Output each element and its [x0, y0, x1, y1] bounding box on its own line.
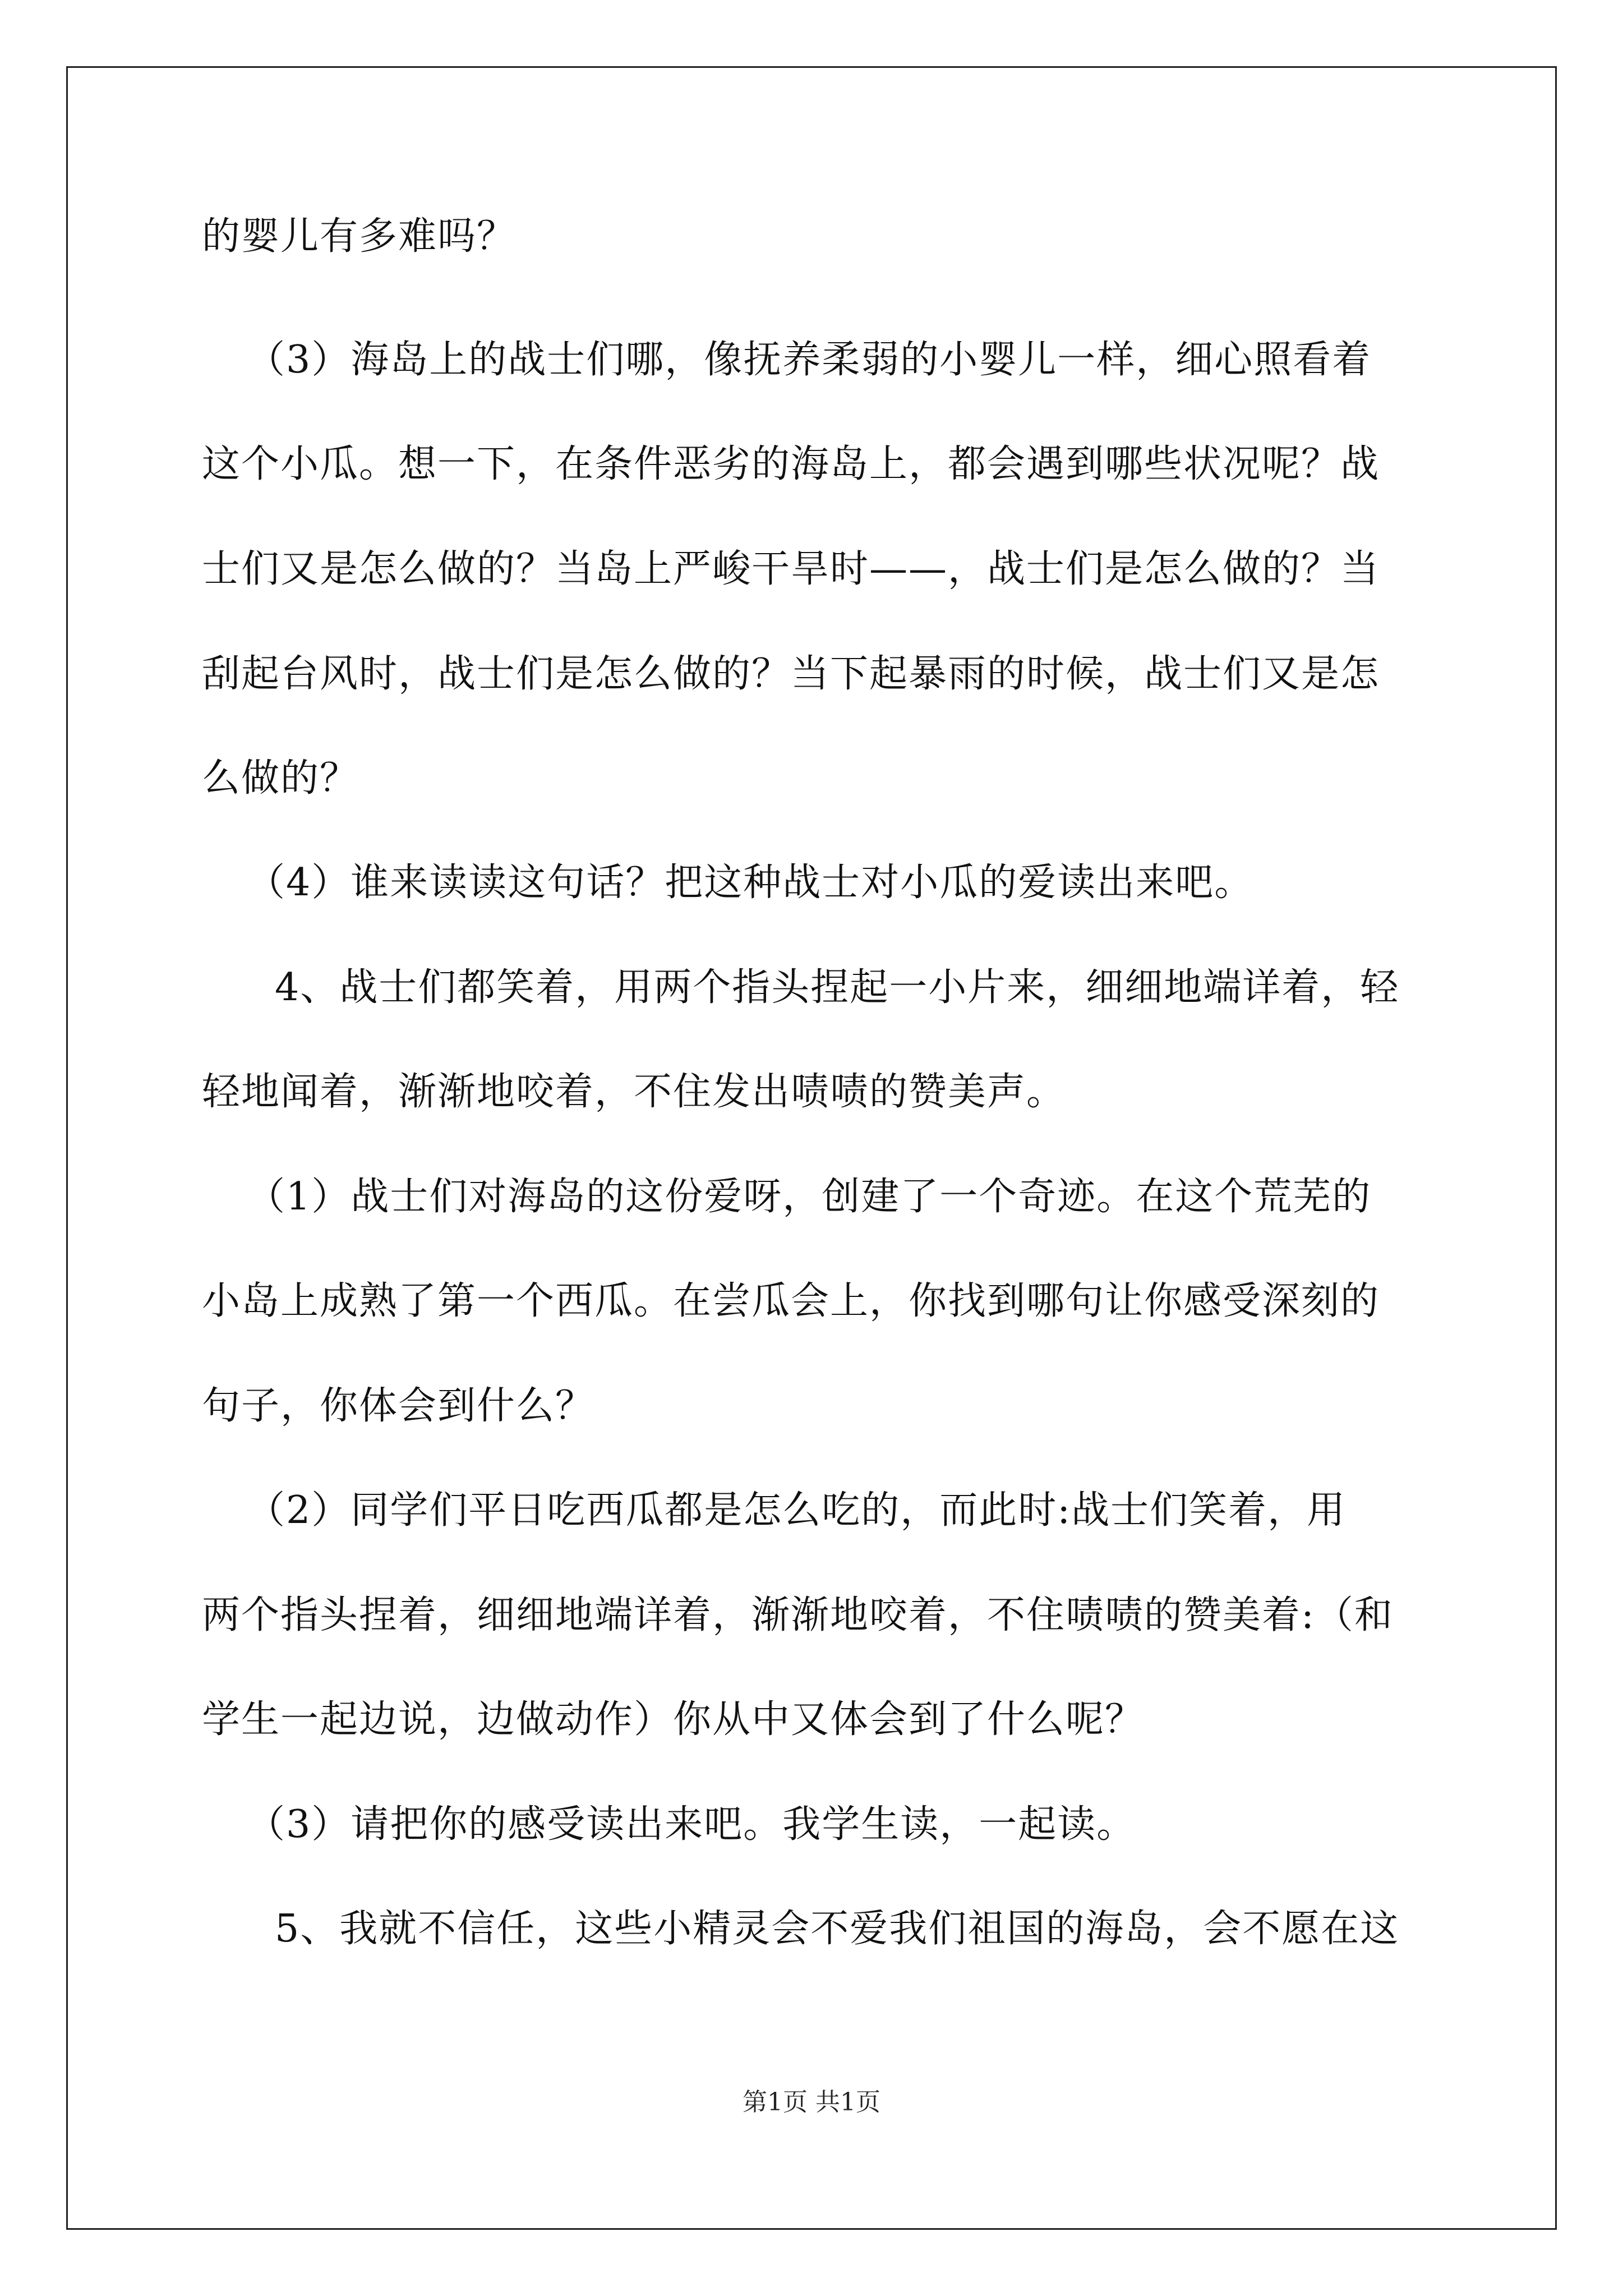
- text-line: 轻地闻着，渐渐地咬着，不住发出啧啧的赞美声。: [202, 1070, 1066, 1114]
- text-line: 么做的？: [202, 756, 359, 800]
- text-line: 这个小瓜。想一下，在条件恶劣的海岛上，都会遇到哪些状况呢？战: [202, 442, 1380, 486]
- text-line: 的婴儿有多难吗？: [202, 214, 517, 259]
- text-line: （4）谁来读读这句话？把这种战士对小瓜的爱读出来吧。: [247, 861, 1254, 905]
- text-line: 4、战士们都笑着，用两个指头捏起一小片来，细细地端详着，轻: [275, 965, 1400, 1010]
- text-line: 士们又是怎么做的？当岛上严峻干旱时——，战士们是怎么做的？当: [202, 547, 1380, 591]
- text-line: 句子，你体会到什么？: [202, 1384, 595, 1428]
- text-line: （3）海岛上的战士们哪，像抚养柔弱的小婴儿一样，细心照看着: [247, 338, 1372, 382]
- text-line: （2）同学们平日吃西瓜都是怎么吃的，而此时:战士们笑着，用: [247, 1488, 1347, 1533]
- text-line: （3）请把你的感受读出来吧。我学生读，一起读。: [247, 1802, 1136, 1847]
- page-border: [66, 66, 1557, 2230]
- text-line: 小岛上成熟了第一个西瓜。在尝瓜会上，你找到哪句让你感受深刻的: [202, 1279, 1380, 1323]
- text-line: 两个指头捏着，细细地端详着，渐渐地咬着，不住啧啧的赞美着:（和: [202, 1593, 1394, 1637]
- page-footer: 第1页 共1页: [743, 2088, 880, 2116]
- text-line: 学生一起边说，边做动作）你从中又体会到了什么呢？: [202, 1697, 1145, 1742]
- text-line: （1）战士们对海岛的这份爱呀，创建了一个奇迹。在这个荒芜的: [247, 1175, 1372, 1219]
- text-line: 5、我就不信任，这些小精灵会不爱我们祖国的海岛，会不愿在这: [275, 1907, 1400, 1951]
- text-line: 刮起台风时，战士们是怎么做的？当下起暴雨的时候，战士们又是怎: [202, 652, 1380, 696]
